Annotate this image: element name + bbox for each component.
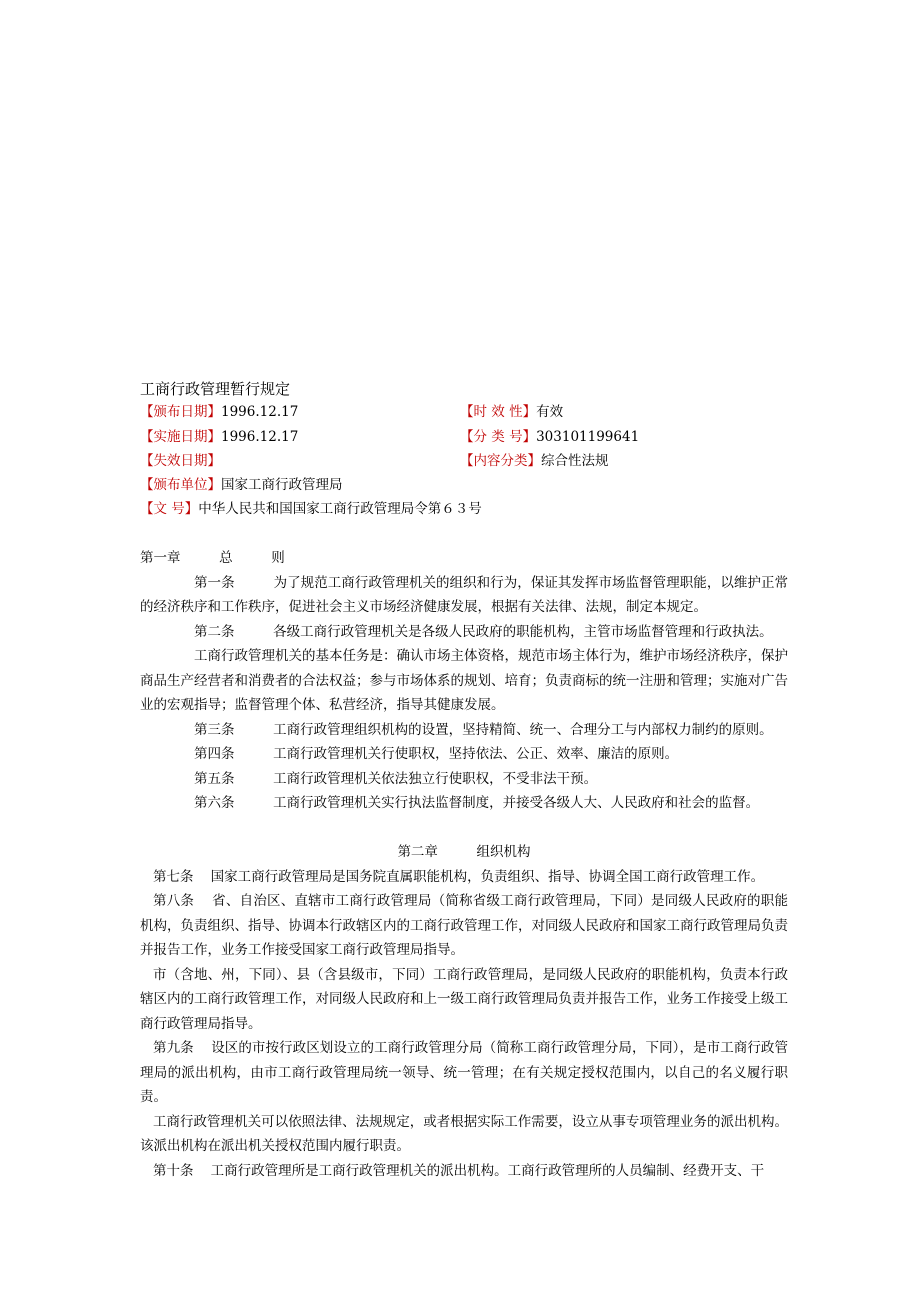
meta-row-promulgation-date <box>140 401 800 423</box>
article-number: 第一条 <box>194 574 274 591</box>
issuing-authority-field <box>140 474 343 496</box>
article-2 <box>140 620 788 645</box>
article-number: 第三条 <box>194 721 274 738</box>
article-text: 各级工商行政管理机关是各级人民政府的职能机构，主管市场监督管理和行政执法。 <box>273 623 773 640</box>
document-number-value: 中华人民共和国国家工商行政管理局令第６３号 <box>198 501 482 517</box>
article-text: 市（含地、州，下同）、县（含县级市，下同）工商行政管理局，是同级人民政府的职能机构，负责本行政辖区内的工商行政管理工作，对同级人民政府和上一级工商行政管理局负责并报告工作，业务工作接受上级工商行政管理局指导。 <box>140 966 788 1032</box>
issuing-authority-label: 【颁布单位】 <box>140 477 221 493</box>
article-text: 工商行政管理机关依法独立行使职权，不受非法干预。 <box>273 770 598 787</box>
classification-number-field <box>460 426 639 448</box>
article-9-continuation <box>140 1110 788 1159</box>
article-number: 第九条 <box>153 1040 212 1056</box>
article-8 <box>140 889 788 963</box>
article-number: 第六条 <box>194 795 274 811</box>
article-number: 第四条 <box>194 746 274 762</box>
issuing-authority-value: 国家工商行政管理局 <box>221 477 343 493</box>
article-number: 第五条 <box>194 770 274 787</box>
article-text: 省、自治区、直辖市工商行政管理局（简称省级工商行政管理局，下同）是同级人民政府的职能机构，负责组织、指导、协调本行政辖区内的工商行政管理工作，对同级人民政府和国家工商行政管理局负责并报告工作，业务工作接受国家工商行政管理局指导。 <box>140 893 788 958</box>
meta-row-issuing-authority <box>140 474 800 496</box>
content-category-field <box>460 450 609 472</box>
meta-row-effective-date <box>140 426 800 448</box>
chapter-2-heading: 第二章 组织机构 <box>397 844 531 860</box>
article-text: 工商行政管理机关可以依照法律、法规规定，或者根据实际工作需要，设立从事专项管理业务的派出机构。该派出机构在派出机关授权范围内履行职责。 <box>140 1113 788 1154</box>
meta-row-document-number <box>140 498 800 520</box>
article-number: 第七条 <box>153 868 211 885</box>
document-number-field <box>140 498 482 520</box>
promulgation-date-value: 1996.12.17 <box>221 404 299 420</box>
article-1 <box>140 571 788 620</box>
article-text: 设区的市按行政区划设立的工商行政管理分局（简称工商行政管理分局，下同），是市工商行政管理局的派出机构，由市工商行政管理局统一领导、统一管理；在有关规定授权范围内，以自己的名义履行职责。 <box>140 1040 789 1105</box>
article-9 <box>140 1036 788 1110</box>
article-5 <box>140 767 788 792</box>
article-text: 工商行政管理机关行使职权，坚持依法、公正、效率、廉洁的原则。 <box>273 746 679 762</box>
document-title: 工商行政管理暂行规定 <box>140 380 291 398</box>
validity-label: 【时 效 性】 <box>460 404 537 420</box>
meta-row-expiry-date <box>140 450 800 472</box>
document-number-label: 【文 号】 <box>140 501 199 517</box>
article-3 <box>140 718 788 743</box>
article-4 <box>140 742 788 767</box>
article-number: 第二条 <box>194 623 274 640</box>
content-category-value: 综合性法规 <box>541 453 609 469</box>
effective-date-value: 1996.12.17 <box>221 429 299 445</box>
article-number: 第十条 <box>153 1162 211 1179</box>
article-text: 国家工商行政管理局是国务院直属职能机构，负责组织、指导、协调全国工商行政管理工作。 <box>210 868 765 885</box>
article-text: 工商行政管理机关的基本任务是：确认市场主体资格，规范市场主体行为，维护市场经济秩序，保护商品生产经营者和消费者的合法权益；参与市场体系的规划、培育；负责商标的统一注册和管理；实施对广告业的宏观指导；监督管理个体、私营经济，指导其健康发展。 <box>140 648 788 713</box>
article-8-continuation <box>140 963 788 1037</box>
chapter-1-heading: 第一章 总 则 <box>140 550 285 566</box>
classification-number-label: 【分 类 号】 <box>460 429 537 445</box>
promulgation-date-label: 【颁布日期】 <box>140 404 221 420</box>
article-6 <box>140 791 788 816</box>
article-2-continuation <box>140 644 788 718</box>
article-number: 第八条 <box>153 893 213 909</box>
validity-field <box>460 401 563 423</box>
expiry-date-label: 【失效日期】 <box>140 453 221 469</box>
article-text: 工商行政管理所是工商行政管理机关的派出机构。工商行政管理所的人员编制、经费开支、干 <box>210 1162 765 1179</box>
promulgation-date-field <box>140 401 298 423</box>
effective-date-label: 【实施日期】 <box>140 429 221 445</box>
document-body <box>140 546 788 1183</box>
article-text: 工商行政管理组织机构的设置，坚持精简、统一、合理分工与内部权力制约的原则。 <box>273 721 773 738</box>
section-spacer <box>140 816 788 841</box>
article-7 <box>140 865 788 890</box>
article-text: 工商行政管理机关实行执法监督制度，并接受各级人大、人民政府和社会的监督。 <box>273 795 760 811</box>
expiry-date-field <box>140 450 221 472</box>
classification-number-value: 303101199641 <box>536 429 640 445</box>
content-category-label: 【内容分类】 <box>460 453 541 469</box>
article-10 <box>140 1159 788 1184</box>
validity-value: 有效 <box>536 404 564 420</box>
article-text: 为了规范工商行政管理机关的组织和行为，保证其发挥市场监督管理职能，以维护正常的经济秩序和工作秩序，促进社会主义市场经济健康发展，根据有关法律、法规，制定本规定。 <box>140 574 789 615</box>
effective-date-field <box>140 426 298 448</box>
